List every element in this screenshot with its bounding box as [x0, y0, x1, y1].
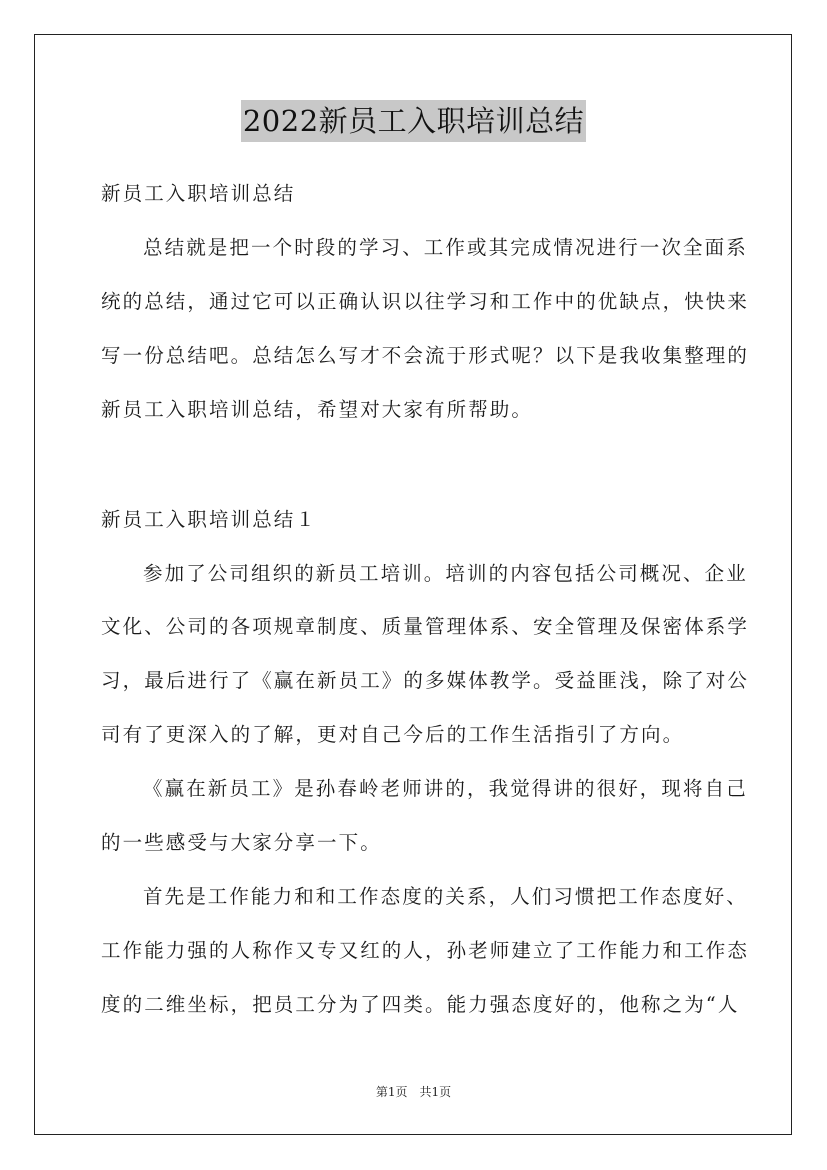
paragraph-line: 工作能力强的人称作又专又红的人，孙老师建立了工作能力和工作态 — [101, 939, 750, 962]
paragraph-line: 文化、公司的各项规章制度、质量管理体系、安全管理及保密体系学 — [101, 615, 750, 638]
paragraph-line: 司有了更深入的了解，更对自己今后的工作生活指引了方向。 — [101, 723, 685, 746]
paragraph-line: 度的二维坐标，把员工分为了四类。能力强态度好的，他称之为“人 — [101, 993, 740, 1016]
intro-line: 总结就是把一个时段的学习、工作或其完成情况进行一次全面系 — [143, 236, 748, 259]
paragraph-line: 《赢在新员工》是孙春岭老师讲的，我觉得讲的很好，现将自己 — [143, 777, 748, 800]
paragraph-line: 的一些感受与大家分享一下。 — [101, 831, 382, 854]
document-subtitle: 新员工入职培训总结 — [101, 182, 296, 205]
section-heading: 新员工入职培训总结１ — [101, 508, 318, 531]
intro-line: 新员工入职培训总结，希望对大家有所帮助。 — [101, 398, 534, 421]
paragraph-line: 参加了公司组织的新员工培训。培训的内容包括公司概况、企业 — [143, 562, 748, 585]
intro-line: 写一份总结吧。总结怎么写才不会流于形式呢？以下是我收集整理的 — [101, 344, 750, 367]
paragraph-line: 习，最后进行了《赢在新员工》的多媒体教学。受益匪浅，除了对公 — [101, 669, 750, 692]
page-footer: 第1页 共1页 — [375, 1085, 452, 1099]
intro-line: 统的总结，通过它可以正确认识以往学习和工作中的优缺点，快快来 — [101, 290, 750, 313]
document-title: 2022新员工入职培训总结 — [241, 100, 586, 142]
paragraph-line: 首先是工作能力和和工作态度的关系，人们习惯把工作态度好、 — [143, 885, 748, 908]
